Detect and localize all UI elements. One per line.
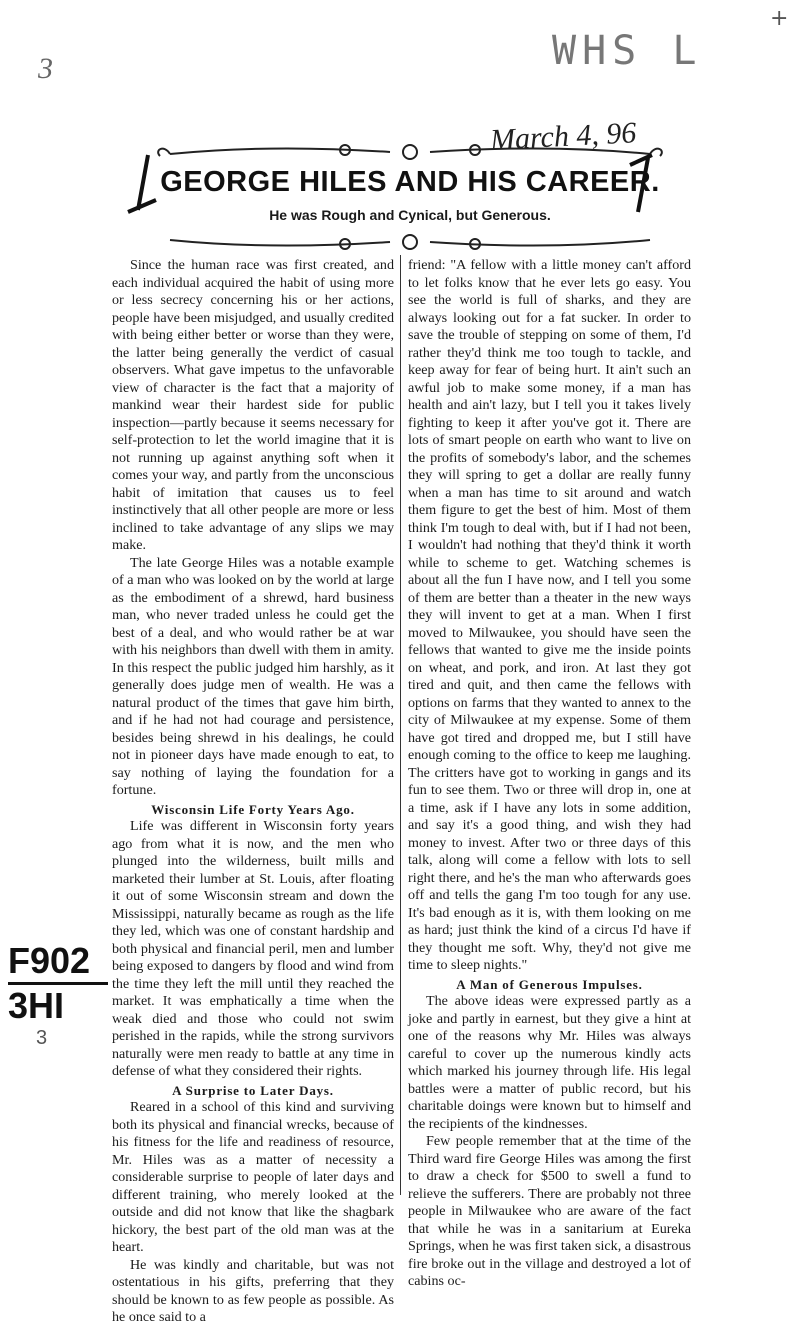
call-number-annotation	[8, 940, 108, 1049]
bottom-ornament-rule	[150, 230, 670, 254]
corner-cross-mark: +	[770, 6, 789, 31]
section-heading-generous-impulses: A Man of Generous Impulses.	[456, 976, 643, 992]
right-paragraph-2: The above ideas were expressed partly as a joke and partly in earnest, but they give a hint at one of the reasons why Mr. Hiles was always careful to cover up the numerous kindly acts which marked his journey through life. His legal battles were a matter of public record, but his charitable doings were known but to himself and the recipients of the kindnesses.	[408, 993, 691, 1132]
column-divider	[400, 255, 401, 1195]
left-paragraph-1: Since the human race was first created, and each individual acquired the habit of using more or less secrecy concerning his or her actions, people have been misjudged, and usually credited with being either better or worse than they were, the latter being generally the verdict of casual observers. What gave impetus to the unfavorable view of character is the fact that a majority of mankind wear their hardest side for public inspection—partly because it seems necessary for self-protection to let the world imagine that it is not running up against anything soft when it comes your way, and partly from the unconscious habit of imitation that causes us to feel instinctively that all other people are more or less inclined to take advantage of any slips we may make.	[112, 257, 394, 553]
call-number-line-1: F902	[8, 940, 108, 985]
right-column	[408, 257, 691, 1291]
archive-stamp: WHS L	[552, 28, 703, 74]
call-number-line-3: 3	[36, 1027, 48, 1049]
left-paragraph-3: Life was different in Wisconsin forty years ago from what it is now, and the men who plunged into the wilderness, built mills and marketed their lumber at St. Louis, after floating it out of some Wisconsin stream and down the Mississippi, naturally became as rough as the life they led, which was one of constant hardship and both physical and financial peril, men and lumber being exposed to dangers by flood and wind from the time they left the mill until they reached the market. It was emphatically a time when the weak died and those who could not swim perished in the rapids, while the strong survivors naturally were men ready to battle at any time in defense of what they considered their rights.	[112, 818, 394, 1079]
section-heading-surprise: A Surprise to Later Days.	[172, 1082, 334, 1098]
handwritten-date: March 4, 96	[489, 116, 638, 157]
article-subhead: He was Rough and Cynical, but Generous.	[269, 207, 551, 223]
left-paragraph-5: He was kindly and charitable, but was not ostentatious in his gifts, preferring that they should be known to as few people as possible. As he once said to a	[112, 1256, 394, 1325]
left-paragraph-4: Reared in a school of this kind and surviving both its physical and financial wrecks, because of his fitness for the life and readiness of resource, Mr. Hiles was as a matter of necessity a considerable surprise to people of later days and different training, who merely looked at the outside and did not know that like the shagbark hickory, the best part of the old man was at the heart.	[112, 1099, 394, 1255]
page-number: 3	[38, 52, 53, 85]
call-number-line-2: 3HI	[8, 985, 65, 1026]
left-paragraph-2: The late George Hiles was a notable example of a man who was looked on by the world at large as the embodiment of a shrewd, hard business man, who never traded unless he could get the best of a deal, and who would rather be at war with his neighbors than dwell with them in amity. In this respect the public judged him harshly, as it generally does judge men of wealth. He was a natural product of the times that gave him birth, and if he had not had courage and persistence, besides being shrewd in his dealings, he could not in pioneer days have made enough to eat, to say nothing of laying the foundation for a fortune.	[112, 554, 394, 798]
right-paragraph-3: Few people remember that at the time of the Third ward fire George Hiles was among the first to draw a check for $500 to swell a fund to relieve the sufferers. There are probably not three people in Milwaukee who are aware of the fact that while he was in a sanitarium at Eureka Springs, when he was first taken sick, a disastrous fire broke out in the village and destroyed a lot of cabins oc-	[408, 1133, 691, 1289]
article-headline: GEORGE HILES AND HIS CAREER.	[160, 166, 660, 198]
left-column	[112, 257, 394, 1327]
right-paragraph-1: friend: "A fellow with a little money can't afford to let folks know that he ever lets go easy. You see the world is full of sharks, and they are always looking out for a fat sucker. In order to save the trouble of stepping on some of them, I'd rather they'd think me too tough to tackle, and keep away for fear of being hurt. It ain't such an awful job to make some money, if a man has health and ain't lazy, but I tell you it takes lively fighting to keep it after you've got it. There are lots of smart people on earth who want to live on the profits of somebody's labor, and the schemes they will spring to get a dollar are really funny when a man has time to sit around and watch them figure to get the best of him. Most of them think I'm tough to deal with, but if I had not been, I wouldn't had nothing that they'd think it worth while to scheme to get. Watching schemes is about all the fun I have now, and I tell you some of them are better than a theater in the new ways they will invent to get at a man. When I first moved to Milwaukee, you should have seen the fellows that wanted to give me the inside points on wheat, and pork, and iron. At last they got tired and quit, and then came the fellows with options on farms that they wanted to annex to the city of Milwaukee at my expense. Some of them have got tired and dropped me, but I still have enough coming to the office to keep me laughing. The critters have got to working in gangs and its fun to see them. Two or three will drop in, one at a time, ask if I have any lots in some addition, and say it's a good thing, and wish they had money to invest. After two or three days of this talk, along will come a fellow with lots to sell right there, and he's the man who afterwards goes off and tells the gang I'm too tough for any use. It's bad enough as it is, with them looking on me as hard; just think the kind of a circus I'd have if they thought me soft. Why, they'd not give me time to sleep nights."	[408, 257, 691, 973]
section-heading-wisconsin-life: Wisconsin Life Forty Years Ago.	[151, 801, 355, 817]
top-ornament-rule	[150, 140, 670, 164]
